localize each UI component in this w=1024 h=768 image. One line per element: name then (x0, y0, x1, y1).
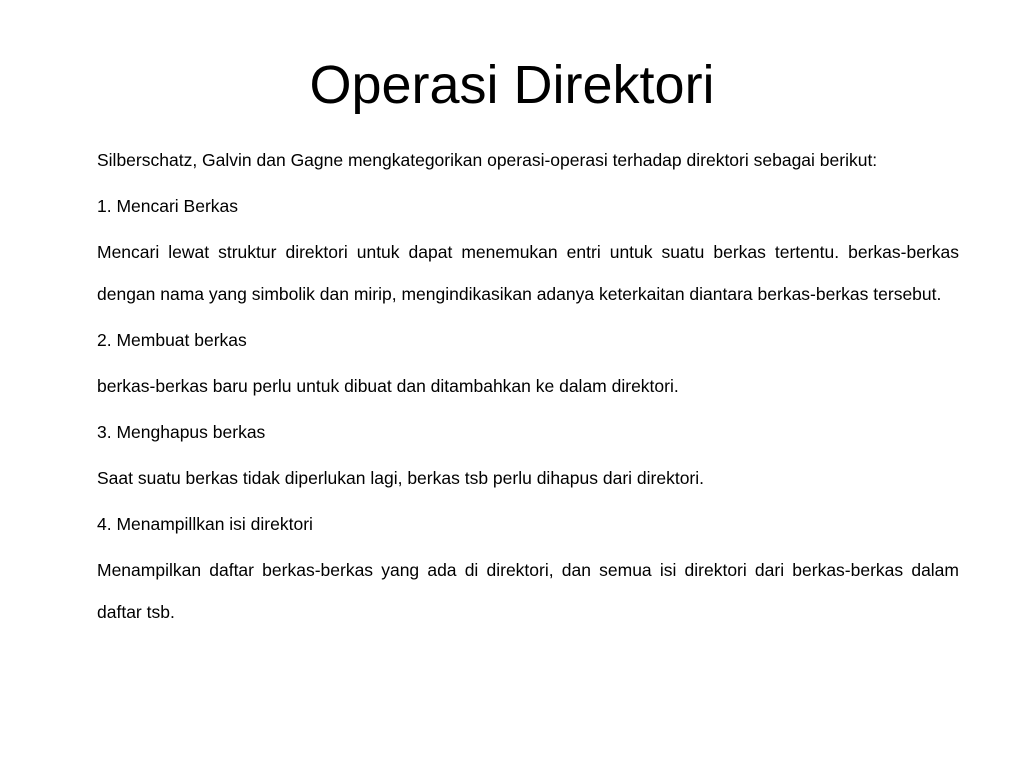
slide-body (97, 139, 959, 637)
slide-title: Operasi Direktori (309, 55, 715, 115)
item-heading-3: 3. Menghapus berkas (97, 422, 266, 442)
item-heading-1: 1. Mencari Berkas (97, 196, 239, 216)
item-description-3: Saat suatu berkas tidak diperlukan lagi, berkas tsb perlu dihapus dari direktori. (97, 468, 705, 488)
item-heading-4: 4. Menampillkan isi direktori (97, 514, 313, 534)
item-heading-2: 2. Membuat berkas (97, 330, 247, 350)
item-description-4: Menampilkan daftar berkas-berkas yang ada di direktori, dan semua isi direktori dari berkas-berkas dalam daftar tsb. (97, 560, 959, 622)
item-description-1: Mencari lewat struktur direktori untuk dapat menemukan entri untuk suatu berkas tertentu. berkas-berkas dengan nama yang simbolik dan mirip, mengindikasikan adanya keterkaitan diantara berkas-berkas tersebut. (97, 242, 959, 304)
intro-paragraph: Silberschatz, Galvin dan Gagne mengkategorikan operasi-operasi terhadap direktori sebagai berikut: (97, 150, 878, 170)
item-description-2: berkas-berkas baru perlu untuk dibuat dan ditambahkan ke dalam direktori. (97, 376, 679, 396)
